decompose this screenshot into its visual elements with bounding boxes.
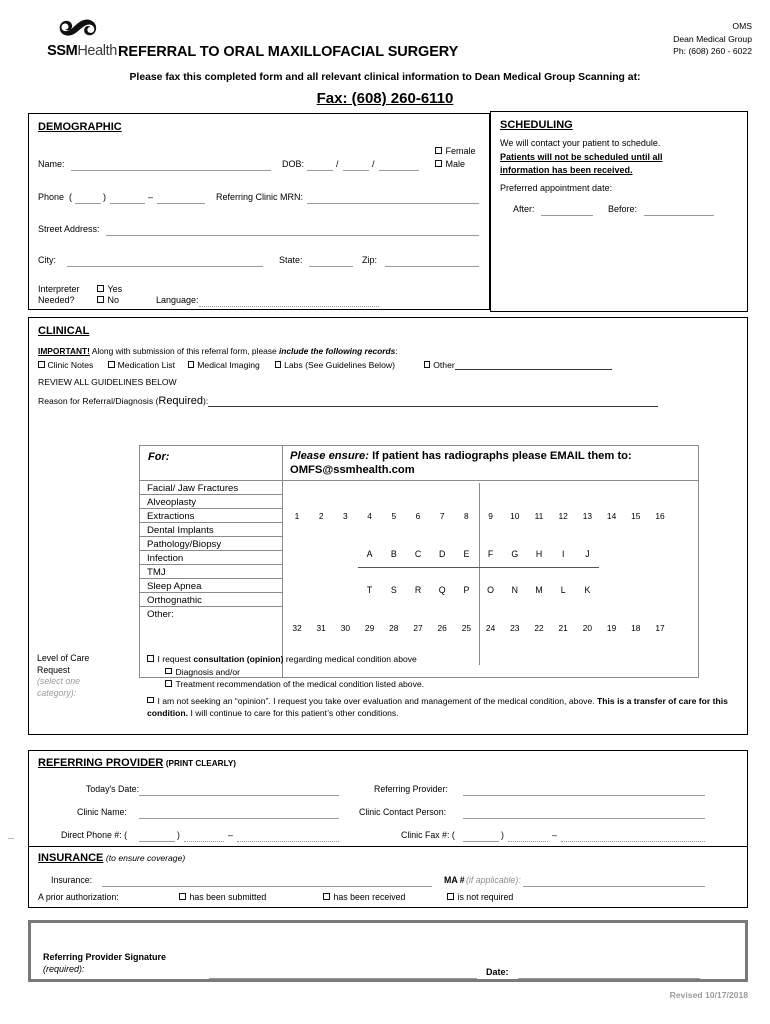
female-label: Female	[445, 146, 476, 156]
for-table-header	[140, 446, 698, 481]
prior-auth-option-not-required[interactable]	[447, 892, 513, 902]
tooth-15[interactable]: 15	[631, 511, 641, 521]
for-option-pathology-biopsy[interactable]: Pathology/Biopsy	[140, 537, 282, 551]
tooth-19[interactable]: 19	[606, 623, 617, 633]
tooth-31[interactable]: 31	[316, 623, 326, 633]
has-been-submitted-label: has been submitted	[189, 892, 267, 902]
todays-date-label: Today's Date:	[86, 784, 140, 794]
medical-imaging-label: Medical Imaging	[197, 360, 260, 370]
tooth-26[interactable]: 26	[437, 623, 447, 633]
for-option-orthognathic[interactable]: Orthognathic	[140, 593, 282, 607]
interpreter-yes-label: Yes	[107, 284, 123, 294]
medical-imaging-checkbox[interactable]	[188, 361, 195, 368]
clinic-fax-prefix-input[interactable]	[508, 830, 548, 842]
tooth-5[interactable]: 5	[391, 511, 397, 521]
has-been-received-label: has been received	[333, 892, 406, 902]
dob-separator-2: /	[372, 159, 375, 169]
treatment-recommendation-checkbox[interactable]	[165, 680, 172, 687]
tooth-1[interactable]: 1	[294, 511, 300, 521]
tooth-11[interactable]: 11	[534, 511, 544, 521]
phone-paren-close: )	[103, 192, 106, 202]
fax-number-text: Fax: (608) 260-6110	[316, 90, 454, 107]
review-guidelines-note: REVIEW ALL GUIDELINES BELOW	[38, 377, 177, 387]
tooth-16[interactable]: 16	[655, 511, 665, 521]
tooth-I[interactable]: I	[561, 549, 565, 559]
fax-number-heading	[0, 90, 770, 107]
important-records-note	[38, 346, 738, 356]
reason-label-end: ):	[203, 396, 209, 406]
after-date-input[interactable]	[541, 204, 593, 216]
tooth-Q[interactable]: Q	[438, 585, 446, 595]
direct-phone-dash: –	[228, 830, 233, 840]
before-date-input[interactable]	[644, 204, 714, 216]
tooth-E[interactable]: E	[463, 549, 470, 559]
scheduling-line-2: Patients will not be scheduled until all	[500, 151, 663, 162]
dob-year-input[interactable]	[379, 159, 419, 171]
tooth-22[interactable]: 22	[534, 623, 544, 633]
loc-label-line3: (select one	[37, 676, 81, 686]
tooth-C[interactable]: C	[414, 549, 422, 559]
clinic-name-input[interactable]	[139, 807, 339, 819]
tooth-13[interactable]: 13	[582, 511, 593, 521]
please-ensure-rest: If patient has radiographs please EMAIL them to: OMFS@ssmhealth.com	[290, 450, 632, 476]
tooth-N[interactable]: N	[511, 585, 518, 595]
for-table	[139, 445, 699, 678]
referring-provider-section	[28, 750, 748, 847]
for-option-alveoplasty[interactable]: Alveoplasty	[140, 495, 282, 509]
preferred-date-label: Preferred appointment date:	[500, 182, 613, 193]
referring-provider-label: Referring Provider:	[374, 784, 448, 794]
tooth-S[interactable]: S	[390, 585, 397, 595]
signature-label-line2: (required):	[43, 964, 85, 974]
direct-phone-prefix-input[interactable]	[184, 830, 224, 842]
prior-auth-option-received[interactable]	[323, 892, 405, 902]
ma-number-input[interactable]	[523, 875, 705, 887]
scheduling-section	[490, 111, 748, 312]
clinic-fax-paren-close: )	[501, 830, 504, 840]
tooth-R[interactable]: R	[414, 585, 422, 595]
referring-provider-input[interactable]	[463, 784, 705, 796]
tooth-17[interactable]: 17	[655, 623, 665, 633]
loc-opt1-sub1-label: Diagnosis and/or	[175, 666, 240, 677]
corner-phone: Ph: (608) 260 - 6022	[673, 46, 752, 57]
clinic-contact-info	[673, 20, 752, 58]
loc-opt1-post: regarding medical condition above	[283, 654, 417, 664]
tooth-3[interactable]: 3	[343, 511, 348, 521]
dob-day-input[interactable]	[343, 159, 369, 171]
fax-instruction: Please fax this completed form and all relevant clinical information to Dean Medical Group Scanning at:	[129, 72, 641, 83]
prior-auth-label: A prior authorization:	[38, 892, 119, 902]
direct-phone-label: Direct Phone #: (	[61, 830, 128, 840]
name-label: Name:	[38, 159, 65, 169]
loc-opt2-pre: I am not seeking an “opinion”. I request you take over evaluation and management of the medical condition, above.	[157, 695, 598, 706]
ma-number-note: (if applicable):	[466, 875, 521, 885]
clinic-name-label: Clinic Name:	[77, 807, 127, 817]
medication-list-checkbox[interactable]	[108, 361, 115, 368]
clinical-section	[28, 317, 748, 735]
phone-prefix-input[interactable]	[110, 192, 145, 204]
phone-line-input[interactable]	[157, 192, 205, 204]
loc-opt1-pre: I request	[157, 654, 194, 664]
name-input[interactable]	[71, 159, 271, 171]
zip-label: Zip:	[362, 255, 378, 265]
tooth-23[interactable]: 23	[510, 623, 520, 633]
direct-phone-area-input[interactable]	[139, 830, 175, 842]
scheduling-line-1: We will contact your patient to schedule.	[500, 138, 661, 148]
for-option-extractions[interactable]: Extractions	[140, 509, 282, 523]
signature-section	[28, 920, 748, 982]
tooth-24[interactable]: 24	[485, 623, 496, 633]
loc-option-treatment-recommendation[interactable]	[165, 678, 743, 691]
corner-group: Dean Medical Group	[673, 33, 752, 44]
revised-date: Revised 10/17/2018	[669, 990, 748, 1000]
for-options-list	[140, 481, 283, 677]
record-option-medical-imaging[interactable]	[188, 360, 260, 370]
insurance-label: Insurance:	[51, 875, 93, 885]
tooth-L[interactable]: L	[560, 585, 566, 595]
loc-label-line1: Level of Care	[37, 653, 90, 663]
tooth-D[interactable]: D	[439, 549, 446, 559]
interpreter-no-option[interactable]	[97, 295, 119, 305]
state-input[interactable]	[309, 255, 353, 267]
clinic-fax-label: Clinic Fax #: (	[401, 830, 455, 840]
male-checkbox[interactable]	[435, 160, 442, 167]
please-ensure-italic: Please ensure:	[290, 450, 369, 462]
page-edge-tick	[8, 838, 14, 839]
tooth-G[interactable]: G	[511, 549, 519, 559]
ma-number-label: MA #	[444, 875, 465, 885]
radiograph-email-note	[283, 446, 698, 480]
sex-female-option[interactable]	[435, 146, 476, 156]
reason-required-text: Required	[158, 395, 204, 407]
signature-input[interactable]	[209, 967, 477, 979]
tooth-K[interactable]: K	[584, 585, 591, 595]
zip-input[interactable]	[385, 255, 479, 267]
provider-title: REFERRING PROVIDER	[38, 757, 164, 769]
tooth-28[interactable]: 28	[389, 623, 399, 633]
loc-opt1-bold: consultation (opinion)	[193, 654, 284, 664]
phone-dash: –	[148, 192, 154, 202]
tooth-numbering-chart[interactable]	[283, 481, 698, 677]
tooth-20[interactable]: 20	[582, 623, 593, 633]
tooth-chart-midline	[479, 483, 480, 665]
diagnosis-checkbox[interactable]	[165, 668, 172, 675]
phone-area-input[interactable]	[75, 192, 101, 204]
tooth-H[interactable]: H	[535, 549, 543, 559]
language-input[interactable]	[199, 295, 379, 307]
tooth-8[interactable]: 8	[464, 511, 469, 521]
city-label: City:	[38, 255, 56, 265]
level-of-care-label	[37, 653, 142, 699]
city-input[interactable]	[67, 255, 263, 267]
for-option-other[interactable]: Other:	[147, 609, 174, 620]
tooth-30[interactable]: 30	[340, 623, 351, 633]
tooth-12[interactable]: 12	[558, 511, 568, 521]
clinic-fax-dash: –	[552, 830, 557, 840]
sex-male-option[interactable]	[435, 159, 465, 169]
tooth-27[interactable]: 27	[413, 623, 423, 633]
for-option-sleep-apnea[interactable]: Sleep Apnea	[140, 579, 282, 593]
signature-date-input[interactable]	[518, 967, 700, 979]
clinic-fax-area-input[interactable]	[463, 830, 499, 842]
logo-word-ssm: SSM	[47, 43, 78, 59]
important-italic: include the following records	[278, 346, 396, 356]
mrn-input[interactable]	[307, 192, 479, 204]
dob-separator-1: /	[336, 159, 339, 169]
insurance-subtitle: (to ensure coverage)	[105, 853, 186, 863]
important-bold: IMPORTANT!	[38, 346, 90, 356]
is-not-required-label: is not required	[457, 892, 514, 902]
loc-opt2-bold: This is a transfer of care for this condition.	[147, 695, 728, 718]
phone-label: Phone	[38, 192, 65, 202]
tooth-25[interactable]: 25	[461, 623, 472, 633]
after-label: After:	[513, 204, 535, 214]
clinic-fax-line-input[interactable]	[561, 830, 705, 842]
has-been-received-checkbox[interactable]	[323, 893, 330, 900]
tooth-6[interactable]: 6	[415, 511, 421, 521]
insurance-section	[28, 846, 748, 908]
loc-option-diagnosis[interactable]	[165, 666, 743, 679]
tooth-14[interactable]: 14	[606, 511, 617, 521]
record-option-labs[interactable]	[275, 360, 395, 370]
scheduling-title: SCHEDULING	[500, 119, 573, 131]
reason-for-referral-input[interactable]	[208, 395, 658, 407]
form-header	[0, 0, 770, 72]
provider-subtitle: (PRINT CLEARLY)	[165, 759, 237, 768]
reason-for-referral-row	[38, 395, 738, 407]
consultation-checkbox[interactable]	[147, 655, 154, 662]
mrn-label: Referring Clinic MRN:	[216, 192, 304, 202]
tooth-P[interactable]: P	[463, 585, 470, 595]
logo-word-health: Health	[77, 43, 117, 59]
tooth-32[interactable]: 32	[292, 623, 302, 633]
tooth-9[interactable]: 9	[488, 511, 493, 521]
state-label: State:	[279, 255, 303, 265]
street-address-input[interactable]	[106, 224, 479, 236]
clinic-notes-label: Clinic Notes	[47, 360, 94, 370]
insurance-title: INSURANCE	[38, 852, 104, 864]
for-option-dental-implants[interactable]: Dental Implants	[140, 523, 282, 537]
for-header-cell: For:	[140, 446, 283, 480]
important-colon: :	[395, 346, 398, 356]
street-address-label: Street Address:	[38, 224, 100, 234]
before-label: Before:	[608, 204, 638, 214]
loc-opt1-sub2-label: Treatment recommendation of the medical condition listed above.	[175, 679, 425, 689]
page-title: REFERRAL TO ORAL MAXILLOFACIAL SURGERY	[118, 44, 459, 60]
tooth-21[interactable]: 21	[558, 623, 568, 633]
labs-checkbox[interactable]	[275, 361, 282, 368]
interpreter-no-label: No	[107, 295, 120, 305]
demographic-title: DEMOGRAPHIC	[38, 121, 122, 133]
insurance-input[interactable]	[102, 875, 432, 887]
tooth-10[interactable]: 10	[510, 511, 520, 521]
tooth-7[interactable]: 7	[439, 511, 445, 521]
interpreter-label-line2: Needed?	[38, 295, 75, 305]
loc-label-line2: Request	[37, 664, 70, 675]
prior-auth-option-submitted[interactable]	[179, 892, 266, 902]
tooth-2[interactable]: 2	[318, 511, 324, 521]
tooth-O[interactable]: O	[487, 585, 495, 595]
female-checkbox[interactable]	[435, 147, 442, 154]
other-record-label: Other	[433, 360, 455, 370]
loc-option-consultation[interactable]	[147, 653, 743, 666]
for-option-facial-jaw-fractures[interactable]: Facial/ Jaw Fractures	[140, 481, 282, 495]
tooth-T[interactable]: T	[366, 585, 373, 595]
tooth-29[interactable]: 29	[364, 623, 375, 633]
todays-date-input[interactable]	[139, 784, 339, 796]
for-option-infection[interactable]: Infection	[140, 551, 282, 565]
for-option-tmj[interactable]: TMJ	[140, 565, 282, 579]
language-label: Language:	[156, 295, 199, 305]
tooth-J[interactable]: J	[585, 549, 590, 559]
loc-opt2-post: I will continue to care for this patient’s other conditions.	[188, 708, 399, 718]
dob-month-input[interactable]	[307, 159, 333, 171]
tooth-F[interactable]: F	[487, 549, 494, 559]
tooth-A[interactable]: A	[366, 549, 373, 559]
labs-label: Labs (See Guidelines Below)	[284, 360, 395, 370]
dob-label: DOB:	[282, 159, 305, 169]
clinical-title: CLINICAL	[38, 325, 90, 337]
record-option-medication-list[interactable]	[108, 360, 175, 370]
is-not-required-checkbox[interactable]	[447, 893, 454, 900]
transfer-of-care-checkbox[interactable]	[147, 697, 154, 704]
signature-label-line1: Referring Provider Signature	[43, 952, 167, 962]
record-option-other[interactable]	[424, 360, 455, 370]
male-label: Male	[445, 159, 466, 169]
reason-label-start: Reason for Referral/Diagnosis (	[38, 396, 159, 406]
level-of-care-request	[37, 653, 743, 720]
tooth-18[interactable]: 18	[631, 623, 641, 633]
loc-label-line4: category):	[37, 687, 77, 698]
interpreter-yes-option[interactable]	[97, 284, 122, 294]
clinic-notes-checkbox[interactable]	[38, 361, 45, 368]
clinic-contact-label: Clinic Contact Person:	[359, 807, 447, 817]
records-checkbox-row	[38, 358, 738, 370]
signature-date-label: Date:	[486, 967, 509, 977]
corner-oms: OMS	[732, 21, 752, 31]
tooth-M[interactable]: M	[535, 585, 543, 595]
interpreter-no-checkbox[interactable]	[97, 296, 104, 303]
ssm-swirl-logo-icon	[59, 18, 105, 44]
interpreter-yes-checkbox[interactable]	[97, 285, 104, 292]
direct-phone-line-input[interactable]	[237, 830, 339, 842]
interpreter-label-line1: Interpreter	[38, 284, 80, 294]
medication-list-label: Medication List	[117, 360, 175, 370]
signature-label	[43, 951, 166, 975]
scheduling-line-3: information has been received.	[500, 165, 633, 175]
tooth-chart-horizontal-line	[358, 567, 600, 568]
record-option-clinic-notes[interactable]	[38, 360, 93, 370]
clinic-contact-input[interactable]	[463, 807, 705, 819]
has-been-submitted-checkbox[interactable]	[179, 893, 186, 900]
phone-paren-open: (	[69, 192, 72, 202]
tooth-B[interactable]: B	[390, 549, 397, 559]
loc-option-transfer-of-care[interactable]	[147, 695, 743, 720]
other-record-checkbox[interactable]	[424, 361, 431, 368]
demographic-section	[28, 113, 490, 310]
direct-phone-paren-close: )	[177, 830, 180, 840]
other-record-input[interactable]	[455, 358, 612, 370]
tooth-4[interactable]: 4	[367, 511, 372, 521]
important-rest: Along with submission of this referral form, please	[89, 346, 279, 356]
